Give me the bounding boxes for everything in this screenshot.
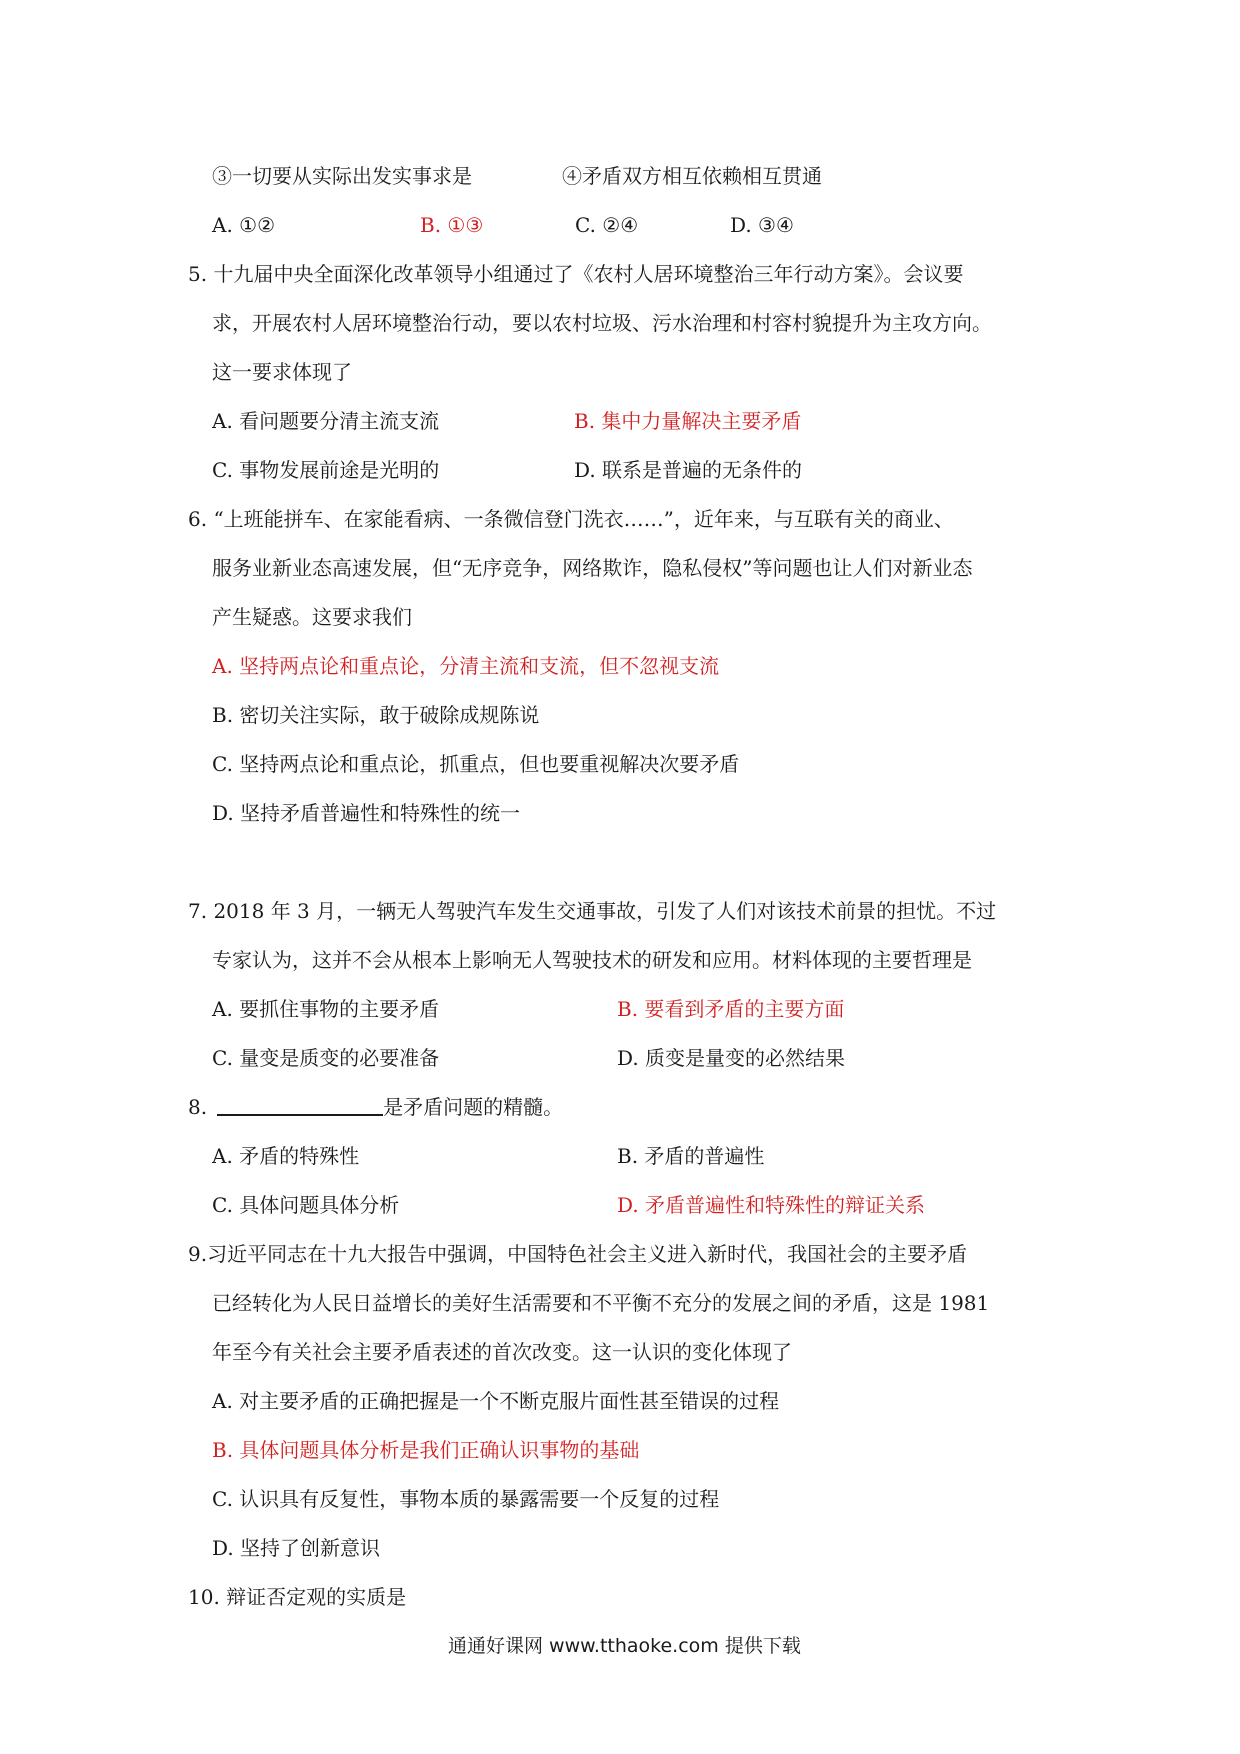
q5-stem-line1: 5. 十九届中央全面深化改革领导小组通过了《农村人居环境整治三年行动方案》。会议要 <box>188 262 964 286</box>
q8-option-b: B. 矛盾的普遍性 <box>617 1144 765 1168</box>
q5-stem-line3: 这一要求体现了 <box>212 360 352 384</box>
q9-option-b: B. 具体问题具体分析是我们正确认识事物的基础 <box>212 1438 640 1462</box>
prev-option-d: D. ③④ <box>730 213 794 237</box>
q9-option-a: A. 对主要矛盾的正确把握是一个不断克服片面性甚至错误的过程 <box>212 1389 780 1413</box>
q8-text: 是矛盾问题的精髓。 <box>383 1095 564 1119</box>
q5-stem-line2: 求，开展农村人居环境整治行动，要以农村垃圾、污水治理和村容村貌提升为主攻方向。 <box>212 311 992 335</box>
q7-option-c: C. 量变是质变的必要准备 <box>212 1046 440 1070</box>
q6-option-b: B. 密切关注实际，敢于破除成规陈说 <box>212 703 540 727</box>
q9-stem-line3: 年至今有关社会主要矛盾表述的首次改变。这一认识的变化体现了 <box>212 1340 792 1364</box>
q6-option-c: C. 坚持两点论和重点论，抓重点，但也要重视解决次要矛盾 <box>212 752 740 776</box>
q8-option-a: A. 矛盾的特殊性 <box>212 1144 360 1168</box>
prev-option-b: B. ①③ <box>420 213 484 237</box>
q5-option-d: D. 联系是普遍的无条件的 <box>574 458 803 482</box>
q9-stem-line2: 已经转化为人民日益增长的美好生活需要和不平衡不充分的发展之间的矛盾，这是 1981 <box>212 1291 990 1315</box>
q9-option-d: D. 坚持了创新意识 <box>212 1536 381 1560</box>
q8-blank <box>217 1094 383 1116</box>
q6-stem-line3: 产生疑惑。这要求我们 <box>212 605 412 629</box>
q7-option-b: B. 要看到矛盾的主要方面 <box>617 997 845 1021</box>
q7-option-d: D. 质变是量变的必然结果 <box>617 1046 846 1070</box>
q5-option-c: C. 事物发展前途是光明的 <box>212 458 440 482</box>
statement-4: ④矛盾双方相互依赖相互贯通 <box>562 164 822 188</box>
q7-stem-line1: 7. 2018 年 3 月，一辆无人驾驶汽车发生交通事故，引发了人们对该技术前景的担忧。不过 <box>188 899 997 923</box>
q8-option-c: C. 具体问题具体分析 <box>212 1193 400 1217</box>
q9-stem-line1: 9.习近平同志在十九大报告中强调，中国特色社会主义进入新时代，我国社会的主要矛盾 <box>188 1242 968 1266</box>
q6-stem-line2: 服务业新业态高速发展，但“无序竞争，网络欺诈，隐私侵权”等问题也让人们对新业态 <box>212 556 973 580</box>
statement-3: ③一切要从实际出发实事求是 <box>212 164 472 188</box>
q6-stem-line1: 6. “上班能拼车、在家能看病、一条微信登门洗衣……”，近年来，与互联有关的商业、 <box>188 507 954 531</box>
q6-option-d: D. 坚持矛盾普遍性和特殊性的统一 <box>212 801 521 825</box>
q5-option-a: A. 看问题要分清主流支流 <box>212 409 440 433</box>
q8-number: 8. <box>188 1095 208 1119</box>
q8-option-d: D. 矛盾普遍性和特殊性的辩证关系 <box>617 1193 926 1217</box>
page-footer: 通通好课网 www.tthaoke.com 提供下载 <box>448 1635 801 1657</box>
q9-option-c: C. 认识具有反复性，事物本质的暴露需要一个反复的过程 <box>212 1487 720 1511</box>
q7-stem-line2: 专家认为，这并不会从根本上影响无人驾驶技术的研发和应用。材料体现的主要哲理是 <box>212 948 972 972</box>
q5-option-b: B. 集中力量解决主要矛盾 <box>574 409 802 433</box>
prev-option-c: C. ②④ <box>575 213 639 237</box>
q8-stem <box>188 1093 563 1121</box>
prev-option-a: A. ①② <box>212 213 276 237</box>
q6-option-a: A. 坚持两点论和重点论，分清主流和支流，但不忽视支流 <box>212 654 720 678</box>
q10-stem: 10. 辩证否定观的实质是 <box>188 1585 407 1609</box>
q7-option-a: A. 要抓住事物的主要矛盾 <box>212 997 440 1021</box>
